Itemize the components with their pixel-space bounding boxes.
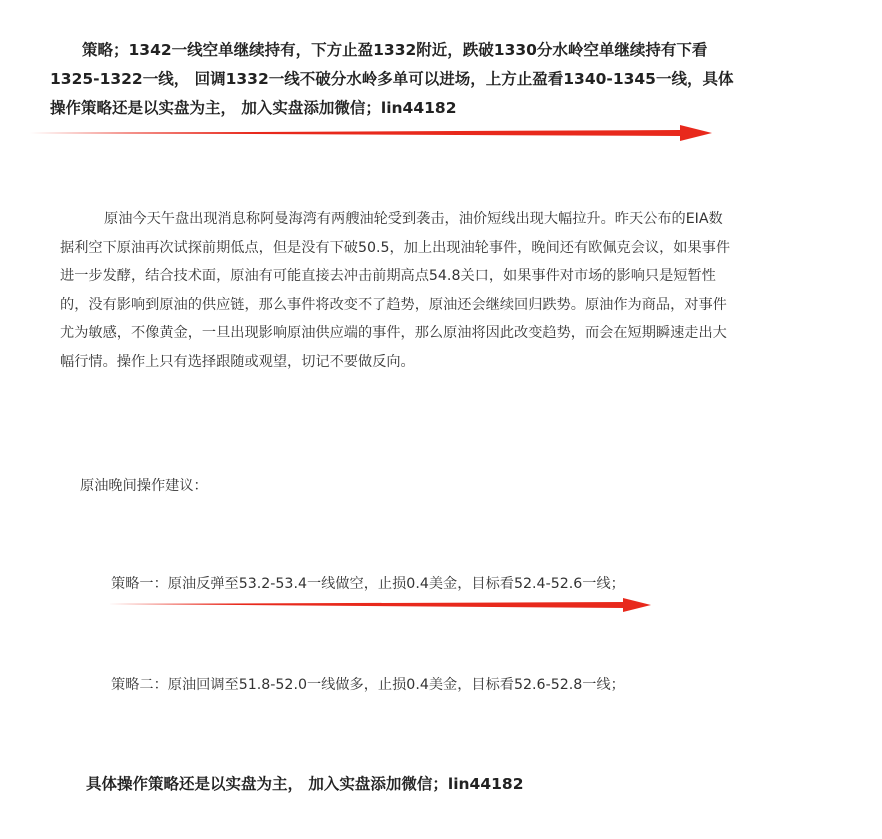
top-strategy-paragraph: 策略；1342一线空单继续持有，下方止盈1332附近，跌破1330分水岭空单继续持有下看1325-1322一线， 回调1332一线不破分水岭多单可以进场，上方止盈看1340-1345一线，具体操作策略还是以实盘为主， 加入实盘添加微信；lin44182 [50,41,734,117]
arrow-head [623,598,651,612]
arrow-shaft [108,602,623,608]
strategy-two-line: 策略二：原油回调至51.8-52.0一线做多，止损0.4美金，目标看52.6-52.8一线； [111,677,625,693]
strategy-one-line: 策略一：原油反弹至53.2-53.4一线做空，止损0.4美金，目标看52.4-52.6一线； [111,576,625,592]
arrow-head [680,125,712,141]
arrow-shaft [30,130,680,136]
market-analysis-paragraph: 原油今天午盘出现消息称阿曼海湾有两艘油轮受到袭击，油价短线出现大幅拉升。昨天公布的EIA数据利空下原油再次试探前期低点，但是没有下破50.5，加上出现油轮事件，晚间还有欧佩克会议，如果事件进一步发酵，结合技术面，原油有可能直接去冲击前期高点54.8关口，如果事件对市场的影响只是短暂性的，没有影响到原油的供应链，那么事件将改变不了趋势，原油还会继续回归跌势。原油作为商品，对事件尤为敏感，不像黄金，一旦出现影响原油供应端的事件，那么原油将因此改变趋势，而会在短期瞬速走出大幅行情。操作上只有选择跟随或观望，切记不要做反向。 [60,211,731,370]
red-arrow-annotation-top [30,124,720,144]
red-arrow-annotation-plan-one [108,596,658,616]
closing-contact-line: 具体操作策略还是以实盘为主， 加入实盘添加微信；lin44182 [86,775,524,793]
evening-advice-heading: 原油晚间操作建议： [80,478,208,494]
